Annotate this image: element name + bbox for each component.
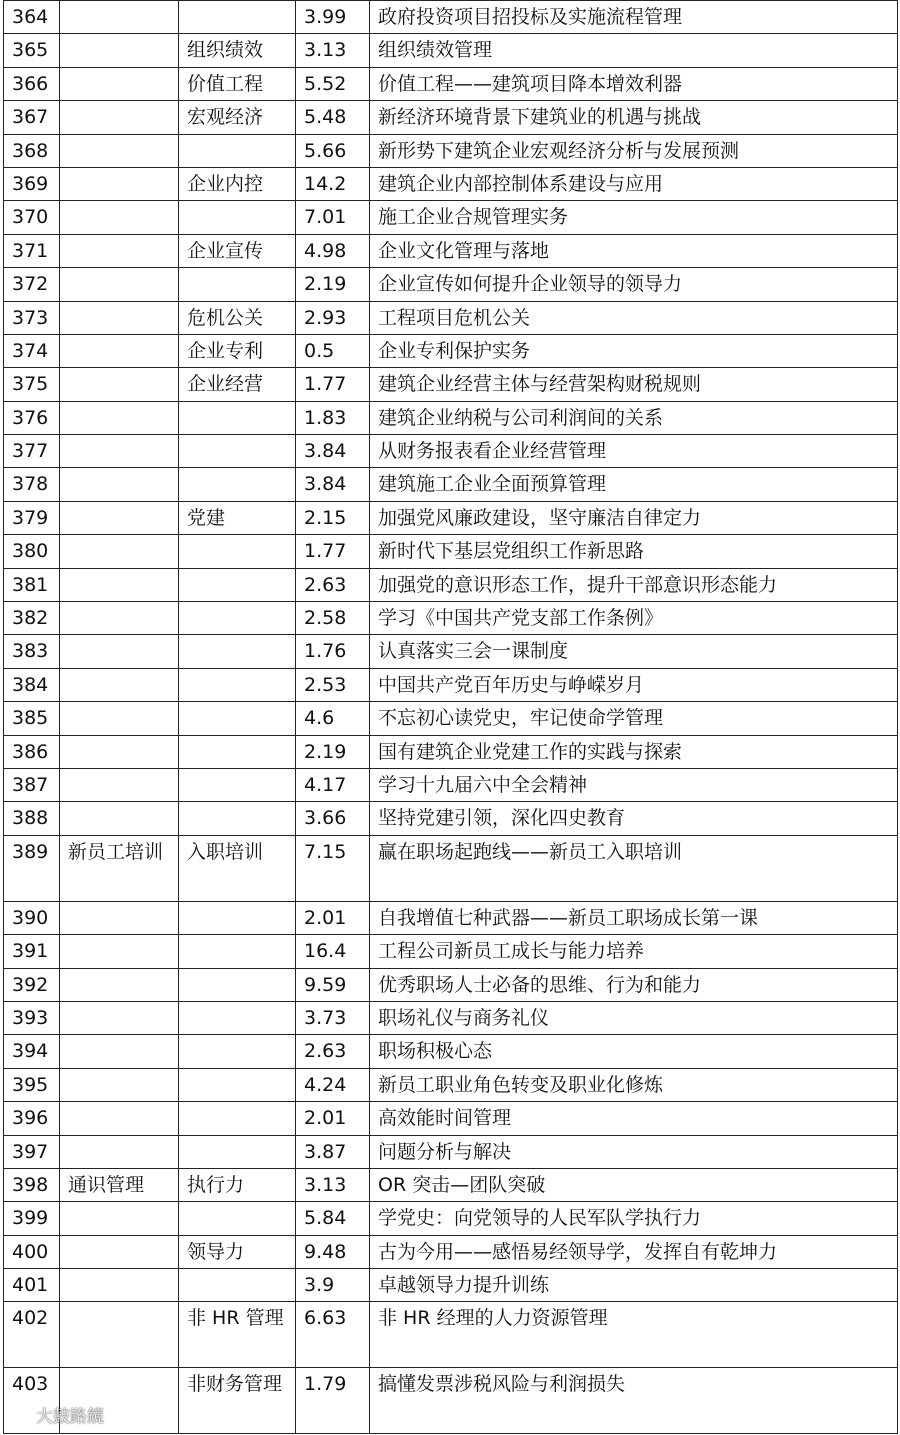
category-cell [60,535,179,568]
hours-cell: 16.4 [296,935,370,968]
table-row [4,67,898,100]
course-title-cell: 新时代下基层党组织工作新思路 [370,535,898,568]
category-cell [60,935,179,968]
table-row [4,602,898,635]
course-title-cell: 加强党风廉政建设，坚守廉洁自律定力 [370,501,898,534]
course-title-cell: 优秀职场人士必备的思维、行为和能力 [370,968,898,1001]
category-cell [60,735,179,768]
hours-cell: 7.01 [296,201,370,234]
course-title-cell: 坚持党建引领，深化四史教育 [370,802,898,835]
watermark-text: 大鼓路鏡 [36,1407,104,1427]
subcategory-cell [179,668,296,701]
course-title-cell: OR 突击—团队突破 [370,1168,898,1201]
table-row [4,201,898,234]
hours-cell: 2.93 [296,301,370,334]
subcategory-cell [179,635,296,668]
row-number: 393 [4,1001,60,1034]
row-number: 396 [4,1102,60,1135]
hours-cell: 2.63 [296,568,370,601]
hours-cell: 4.24 [296,1068,370,1101]
hours-cell: 3.99 [296,1,370,34]
hours-cell: 6.63 [296,1302,370,1368]
row-number: 394 [4,1035,60,1068]
row-number: 388 [4,802,60,835]
subcategory-cell: 领导力 [179,1235,296,1268]
course-title-cell: 搞懂发票涉税风险与利润损失 [370,1368,898,1434]
row-number: 381 [4,568,60,601]
subcategory-cell [179,1035,296,1068]
table-row [4,1269,898,1302]
row-number: 365 [4,34,60,67]
category-cell [60,1,179,34]
course-title-cell: 高效能时间管理 [370,1102,898,1135]
hours-cell: 1.79 [296,1368,370,1434]
hours-cell: 2.19 [296,735,370,768]
table-row [4,268,898,301]
subcategory-cell [179,134,296,167]
table-row [4,234,898,267]
row-number: 379 [4,501,60,534]
category-cell [60,1102,179,1135]
subcategory-cell: 非 HR 管理 [179,1302,296,1368]
subcategory-cell [179,435,296,468]
row-number: 380 [4,535,60,568]
table-row [4,1168,898,1201]
hours-cell: 5.84 [296,1202,370,1235]
table-row [4,167,898,200]
row-number: 382 [4,602,60,635]
course-title-cell: 建筑企业纳税与公司利润间的关系 [370,401,898,434]
course-title-cell: 问题分析与解决 [370,1135,898,1168]
hours-cell: 5.48 [296,101,370,134]
course-title-cell: 组织绩效管理 [370,34,898,67]
category-cell [60,334,179,367]
table-row [4,702,898,735]
course-title-cell: 价值工程——建筑项目降本增效利器 [370,67,898,100]
row-number: 402 [4,1302,60,1368]
course-title-cell: 学习《中国共产党支部工作条例》 [370,602,898,635]
hours-cell: 3.84 [296,468,370,501]
category-cell [60,668,179,701]
category-cell [60,301,179,334]
hours-cell: 3.73 [296,1001,370,1034]
table-row [4,1102,898,1135]
row-number: 366 [4,67,60,100]
row-number: 371 [4,234,60,267]
course-title-cell: 企业文化管理与落地 [370,234,898,267]
hours-cell: 1.77 [296,368,370,401]
course-title-cell: 从财务报表看企业经营管理 [370,435,898,468]
course-title-cell: 学习十九届六中全会精神 [370,768,898,801]
course-title-cell: 政府投资项目招投标及实施流程管理 [370,1,898,34]
hours-cell: 2.19 [296,268,370,301]
subcategory-cell: 宏观经济 [179,101,296,134]
course-title-cell: 新经济环境背景下建筑业的机遇与挑战 [370,101,898,134]
subcategory-cell: 价值工程 [179,67,296,100]
table-row [4,134,898,167]
course-title-cell: 企业宣传如何提升企业领导的领导力 [370,268,898,301]
table-row [4,1202,898,1235]
category-cell [60,901,179,934]
category-cell [60,702,179,735]
table-row [4,1068,898,1101]
row-number: 392 [4,968,60,1001]
table-row [4,635,898,668]
course-title-cell: 新员工职业角色转变及职业化修炼 [370,1068,898,1101]
category-cell [60,368,179,401]
course-title-cell: 认真落实三会一课制度 [370,635,898,668]
table-row [4,1035,898,1068]
row-number: 403 [4,1368,60,1434]
subcategory-cell [179,1202,296,1235]
category-cell [60,568,179,601]
category-cell [60,1001,179,1034]
category-cell [60,134,179,167]
category-cell [60,968,179,1001]
course-title-cell: 工程公司新员工成长与能力培养 [370,935,898,968]
course-title-cell: 职场礼仪与商务礼仪 [370,1001,898,1034]
row-number: 401 [4,1269,60,1302]
course-title-cell: 非 HR 经理的人力资源管理 [370,1302,898,1368]
table-row [4,468,898,501]
category-cell [60,1302,179,1368]
table-row [4,535,898,568]
row-number: 372 [4,268,60,301]
table-row [4,101,898,134]
table-row [4,1368,898,1434]
table-row [4,301,898,334]
subcategory-cell [179,1068,296,1101]
course-table-body [4,1,898,1434]
table-row [4,935,898,968]
category-cell [60,167,179,200]
row-number: 391 [4,935,60,968]
subcategory-cell [179,401,296,434]
subcategory-cell [179,802,296,835]
hours-cell: 3.13 [296,1168,370,1201]
subcategory-cell [179,535,296,568]
subcategory-cell: 入职培训 [179,835,296,901]
category-cell [60,468,179,501]
course-title-cell: 建筑企业经营主体与经营架构财税规则 [370,368,898,401]
subcategory-cell [179,901,296,934]
course-title-cell: 国有建筑企业党建工作的实践与探索 [370,735,898,768]
course-title-cell: 赢在职场起跑线——新员工入职培训 [370,835,898,901]
hours-cell: 1.77 [296,535,370,568]
category-cell [60,1269,179,1302]
hours-cell: 7.15 [296,835,370,901]
subcategory-cell [179,602,296,635]
hours-cell: 9.59 [296,968,370,1001]
category-cell [60,1068,179,1101]
course-title-cell: 工程项目危机公关 [370,301,898,334]
hours-cell: 3.13 [296,34,370,67]
table-row [4,1001,898,1034]
row-number: 376 [4,401,60,434]
row-number: 395 [4,1068,60,1101]
row-number: 368 [4,134,60,167]
table-row [4,668,898,701]
hours-cell: 2.58 [296,602,370,635]
subcategory-cell [179,702,296,735]
table-row [4,34,898,67]
hours-cell: 2.01 [296,901,370,934]
watermark-logo-icon [6,1404,32,1426]
row-number: 386 [4,735,60,768]
hours-cell: 4.98 [296,234,370,267]
subcategory-cell: 执行力 [179,1168,296,1201]
category-cell [60,635,179,668]
subcategory-cell [179,1269,296,1302]
course-title-cell: 中国共产党百年历史与峥嵘岁月 [370,668,898,701]
subcategory-cell: 组织绩效 [179,34,296,67]
hours-cell: 2.01 [296,1102,370,1135]
hours-cell: 9.48 [296,1235,370,1268]
subcategory-cell [179,1102,296,1135]
category-cell [60,101,179,134]
hours-cell: 5.66 [296,134,370,167]
watermark [6,1402,104,1427]
category-cell [60,234,179,267]
course-table [3,0,898,1434]
subcategory-cell: 非财务管理 [179,1368,296,1434]
subcategory-cell: 危机公关 [179,301,296,334]
table-row [4,735,898,768]
table-row [4,835,898,901]
course-title-cell: 学党史：向党领导的人民军队学执行力 [370,1202,898,1235]
category-cell [60,501,179,534]
row-number: 370 [4,201,60,234]
row-number: 398 [4,1168,60,1201]
category-cell: 新员工培训 [60,835,179,901]
row-number: 377 [4,435,60,468]
subcategory-cell: 企业经营 [179,368,296,401]
category-cell [60,67,179,100]
hours-cell: 1.83 [296,401,370,434]
category-cell [60,1135,179,1168]
subcategory-cell [179,201,296,234]
category-cell [60,201,179,234]
subcategory-cell [179,568,296,601]
subcategory-cell [179,1001,296,1034]
category-cell [60,1235,179,1268]
course-title-cell: 新形势下建筑企业宏观经济分析与发展预测 [370,134,898,167]
hours-cell: 1.76 [296,635,370,668]
hours-cell: 2.15 [296,501,370,534]
table-row [4,368,898,401]
subcategory-cell: 企业内控 [179,167,296,200]
subcategory-cell [179,968,296,1001]
row-number: 374 [4,334,60,367]
hours-cell: 2.53 [296,668,370,701]
hours-cell: 3.66 [296,802,370,835]
table-row [4,1,898,34]
table-row [4,501,898,534]
row-number: 373 [4,301,60,334]
category-cell [60,602,179,635]
row-number: 378 [4,468,60,501]
subcategory-cell [179,468,296,501]
row-number: 367 [4,101,60,134]
course-title-cell: 不忘初心读党史，牢记使命学管理 [370,702,898,735]
table-row [4,1302,898,1368]
table-row [4,401,898,434]
table-row [4,435,898,468]
table-row [4,568,898,601]
course-title-cell: 职场积极心态 [370,1035,898,1068]
table-row [4,1235,898,1268]
subcategory-cell [179,1,296,34]
category-cell [60,34,179,67]
subcategory-cell [179,935,296,968]
row-number: 397 [4,1135,60,1168]
row-number: 385 [4,702,60,735]
hours-cell: 3.9 [296,1269,370,1302]
subcategory-cell [179,1135,296,1168]
subcategory-cell: 企业宣传 [179,234,296,267]
row-number: 390 [4,901,60,934]
table-row [4,334,898,367]
course-title-cell: 自我增值七种武器——新员工职场成长第一课 [370,901,898,934]
table-row [4,1135,898,1168]
row-number: 384 [4,668,60,701]
subcategory-cell [179,768,296,801]
course-title-cell: 建筑施工企业全面预算管理 [370,468,898,501]
hours-cell: 0.5 [296,334,370,367]
course-title-cell: 加强党的意识形态工作，提升干部意识形态能力 [370,568,898,601]
row-number: 389 [4,835,60,901]
table-row [4,768,898,801]
category-cell [60,768,179,801]
course-title-cell: 卓越领导力提升训练 [370,1269,898,1302]
subcategory-cell [179,268,296,301]
course-title-cell: 建筑企业内部控制体系建设与应用 [370,167,898,200]
category-cell: 通识管理 [60,1168,179,1201]
row-number: 375 [4,368,60,401]
category-cell [60,802,179,835]
row-number: 383 [4,635,60,668]
hours-cell: 4.17 [296,768,370,801]
subcategory-cell: 党建 [179,501,296,534]
hours-cell: 5.52 [296,67,370,100]
subcategory-cell [179,735,296,768]
hours-cell: 3.87 [296,1135,370,1168]
category-cell [60,401,179,434]
course-title-cell: 企业专利保护实务 [370,334,898,367]
row-number: 364 [4,1,60,34]
category-cell [60,1035,179,1068]
subcategory-cell: 企业专利 [179,334,296,367]
table-row [4,901,898,934]
row-number: 399 [4,1202,60,1235]
row-number: 400 [4,1235,60,1268]
course-title-cell: 古为今用——感悟易经领导学，发挥自有乾坤力 [370,1235,898,1268]
course-title-cell: 施工企业合规管理实务 [370,201,898,234]
hours-cell: 14.2 [296,167,370,200]
category-cell [60,268,179,301]
category-cell [60,1202,179,1235]
row-number: 387 [4,768,60,801]
category-cell [60,435,179,468]
hours-cell: 3.84 [296,435,370,468]
table-row [4,968,898,1001]
hours-cell: 2.63 [296,1035,370,1068]
table-row [4,802,898,835]
row-number: 369 [4,167,60,200]
hours-cell: 4.6 [296,702,370,735]
